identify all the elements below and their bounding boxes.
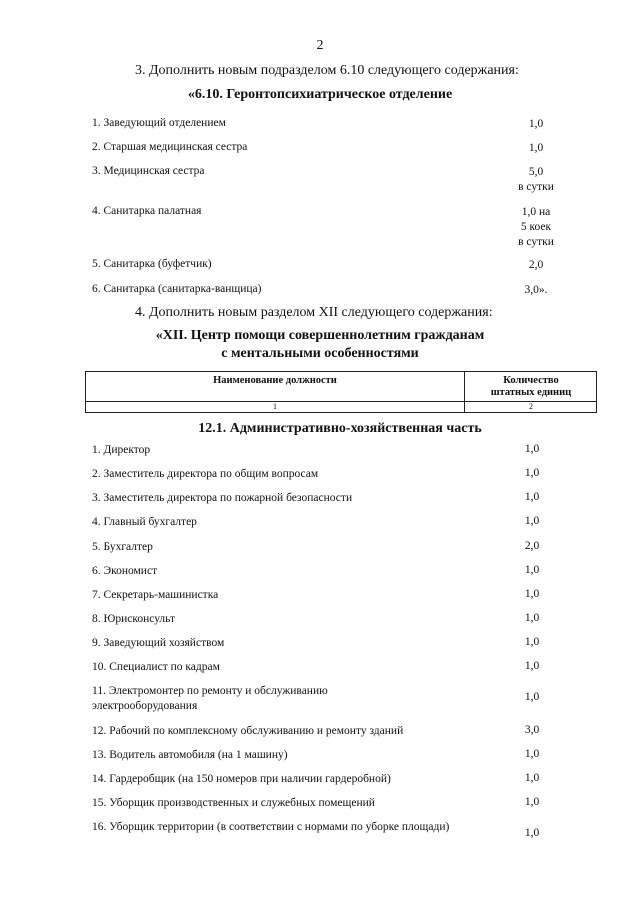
column-header-position: Наименование должности <box>213 375 337 386</box>
section4-title-line1: «XII. Центр помощи совершеннолетним гражданам <box>155 328 485 343</box>
position-count: 1,0 <box>524 660 540 672</box>
item-value: 1,0 на 5 коек в сутки <box>518 206 554 248</box>
section3-title: «6.10. Геронтопсихиатрическое отделение <box>187 87 453 102</box>
position-name: 16. Уборщик территории (в соответствии с нормами по уборке площади) <box>92 821 450 833</box>
item-label: 6. Санитарка (санитарка-ванщица) <box>92 283 262 295</box>
item-label: 1. Заведующий отделением <box>92 117 226 129</box>
position-count: 1,0 <box>524 612 540 624</box>
item-value: 2,0 <box>528 259 544 271</box>
position-name: 11. Электромонтер по ремонту и обслуживанию электрооборудования <box>92 685 328 712</box>
position-count: 1,0 <box>524 515 540 527</box>
column-number-1: 1 <box>273 402 277 411</box>
section3-heading: 3. Дополнить новым подразделом 6.10 следующего содержания: <box>135 63 519 78</box>
position-name: 7. Секретарь-машинистка <box>92 589 219 601</box>
position-count: 1,0 <box>524 827 540 839</box>
position-name: 5. Бухгалтер <box>92 541 153 553</box>
position-count: 1,0 <box>524 467 540 479</box>
position-name: 12. Рабочий по комплексному обслуживанию и ремонту зданий <box>92 725 404 737</box>
item-label: 2. Старшая медицинская сестра <box>92 141 248 153</box>
position-count: 1,0 <box>524 491 540 503</box>
position-name: 13. Водитель автомобиля (на 1 машину) <box>92 749 288 761</box>
position-count: 1,0 <box>524 796 540 808</box>
position-count: 3,0 <box>524 724 540 736</box>
position-count: 1,0 <box>524 443 540 455</box>
item-label: 5. Санитарка (буфетчик) <box>92 258 212 270</box>
item-label: 4. Санитарка палатная <box>92 205 202 217</box>
column-header-count: Количество штатных единиц <box>490 375 572 398</box>
position-name: 2. Заместитель директора по общим вопросам <box>92 468 319 480</box>
position-count: 1,0 <box>524 691 540 703</box>
position-name: 10. Специалист по кадрам <box>92 661 220 673</box>
page-number: 2 <box>316 38 324 53</box>
position-count: 1,0 <box>524 772 540 784</box>
table-header <box>85 371 597 413</box>
item-value: 5,0 в сутки <box>518 166 554 193</box>
column-number-2: 2 <box>529 402 533 411</box>
item-value: 1,0 <box>528 142 544 154</box>
item-value: 1,0 <box>528 118 544 130</box>
position-name: 8. Юрисконсульт <box>92 613 176 625</box>
position-name: 6. Экономист <box>92 565 158 577</box>
position-name: 9. Заведующий хозяйством <box>92 637 225 649</box>
section4-title-line2: с ментальными особенностями <box>221 346 419 361</box>
item-label: 3. Медицинская сестра <box>92 165 205 177</box>
subsection-title: 12.1. Административно-хозяйственная часть <box>198 421 482 436</box>
section4-heading: 4. Дополнить новым разделом XII следующего содержания: <box>135 305 493 320</box>
position-count: 1,0 <box>524 748 540 760</box>
position-name: 3. Заместитель директора по пожарной безопасности <box>92 492 353 504</box>
position-count: 1,0 <box>524 636 540 648</box>
position-name: 1. Директор <box>92 444 151 456</box>
position-name: 14. Гардеробщик (на 150 номеров при наличии гардеробной) <box>92 773 391 785</box>
position-name: 15. Уборщик производственных и служебных помещений <box>92 797 375 809</box>
position-count: 1,0 <box>524 564 540 576</box>
position-name: 4. Главный бухгалтер <box>92 516 197 528</box>
position-count: 1,0 <box>524 588 540 600</box>
position-count: 2,0 <box>524 540 540 552</box>
item-value: 3,0». <box>524 284 548 296</box>
